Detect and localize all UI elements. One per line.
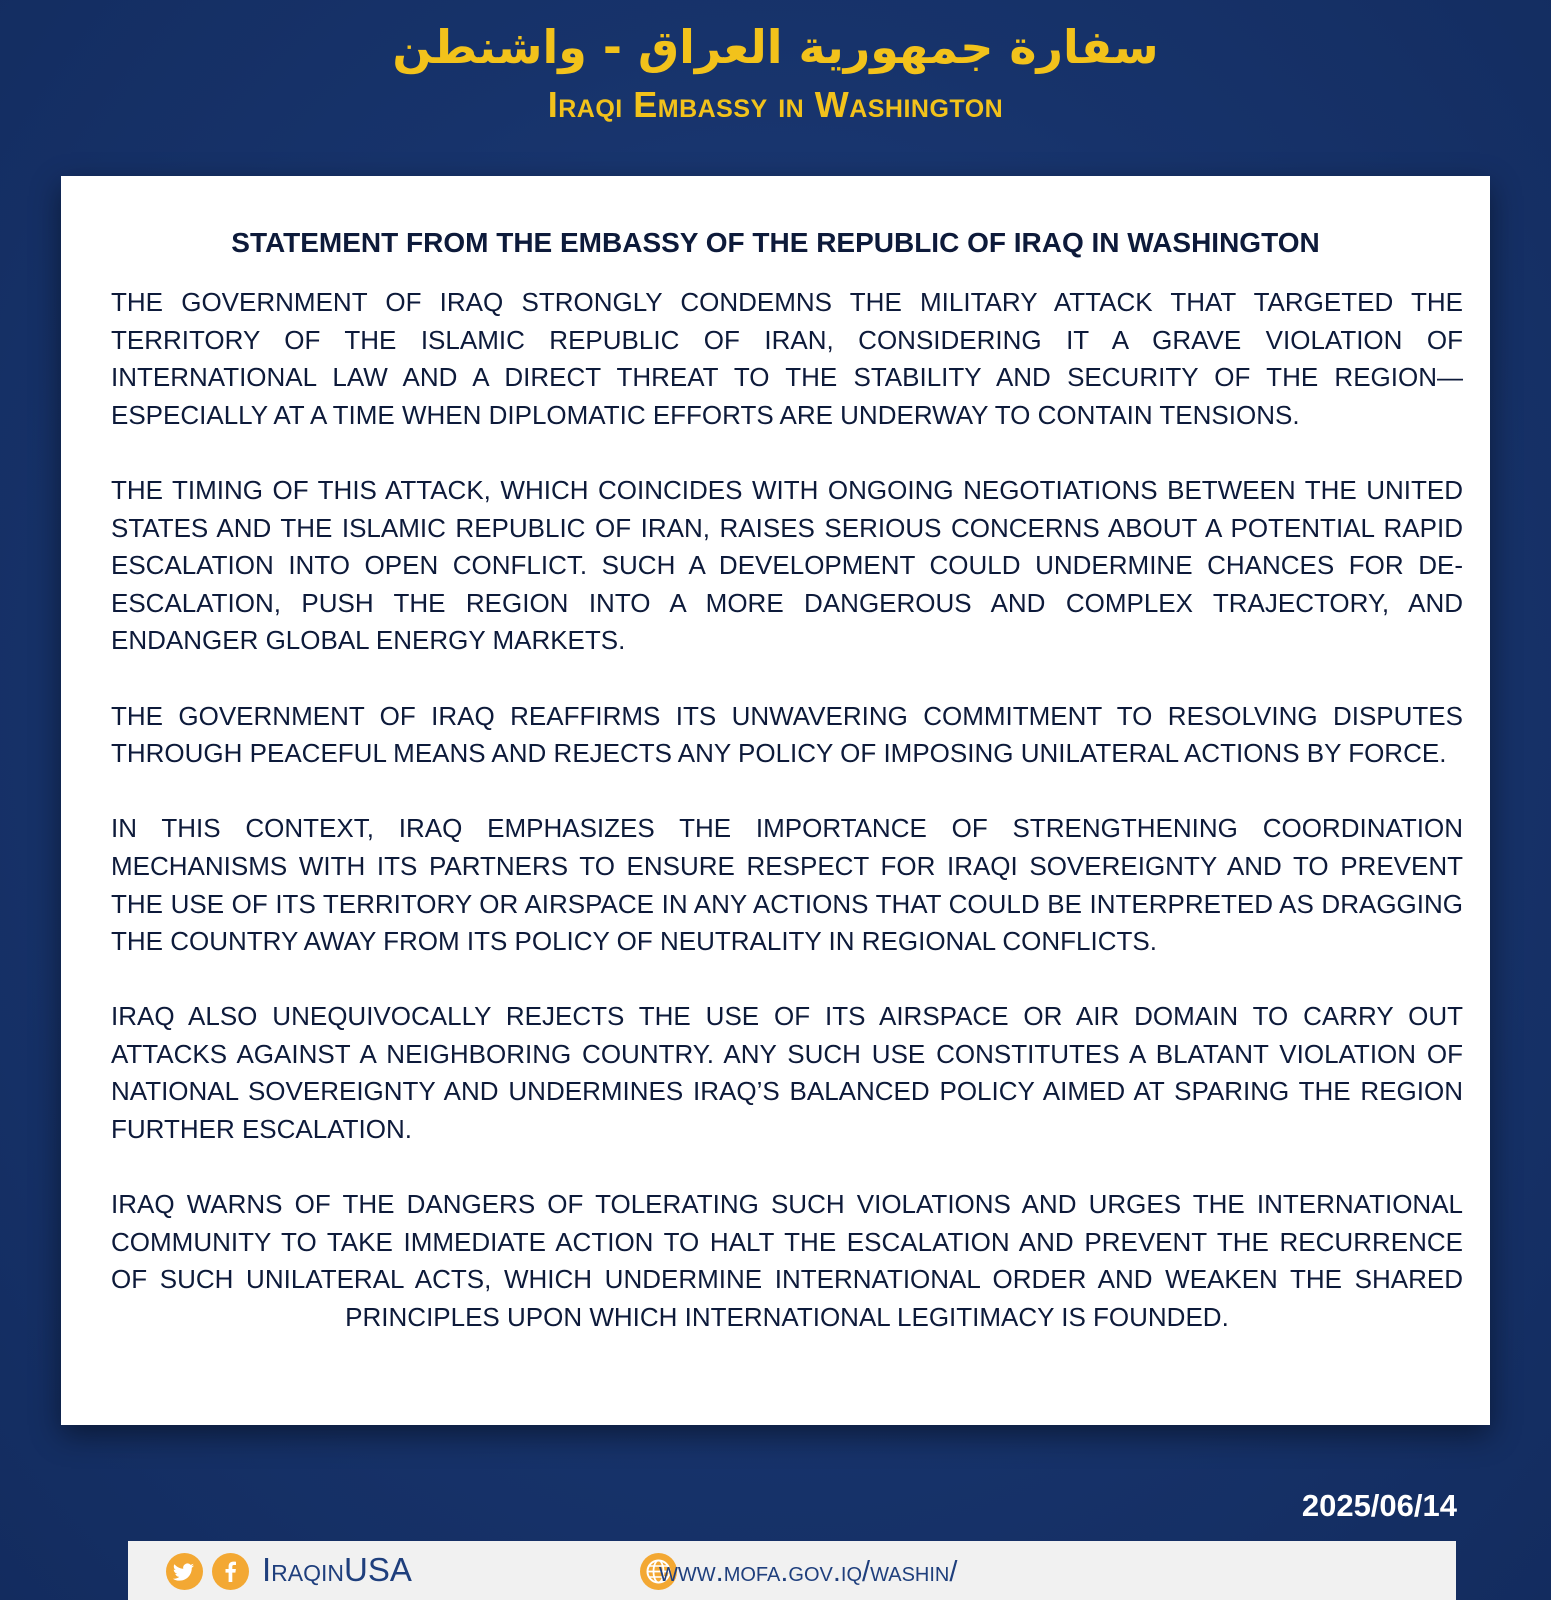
social-handle[interactable]: IraqinUSA xyxy=(262,1551,412,1588)
website-link[interactable]: www.mofa.gov.iq/washin/ xyxy=(659,1556,958,1588)
embassy-title-english: Iraqi Embassy in Washington xyxy=(547,84,1004,125)
statement-title: STATEMENT FROM THE EMBASSY OF THE REPUBLIC OF IRAQ IN WASHINGTON xyxy=(231,227,1320,258)
footer-bar xyxy=(128,1541,1456,1600)
statement-paragraph-3: THE GOVERNMENT OF IRAQ REAFFIRMS ITS UNWAVERING COMMITMENT TO RESOLVING DISPUTES THROUGH PEACEFUL MEANS AND REJECTS ANY POLICY OF IMPOSING UNILATERAL ACTIONS BY FORCE. xyxy=(111,700,1463,769)
statement-card xyxy=(61,176,1490,1425)
statement-body xyxy=(111,284,1463,1337)
statement-paragraph-6: IRAQ WARNS OF THE DANGERS OF TOLERATING SUCH VIOLATIONS AND URGES THE INTERNATIONAL COMMUNITY TO TAKE IMMEDIATE ACTION TO HALT THE ESCALATION AND PREVENT THE RECURRENCE OF SUCH UNILATERAL ACTS, WHICH UNDERMINE INTERNATIONAL ORDER AND WEAKEN THE SHARED PRINCIPLES UPON WHICH INTERNATIONAL LEGITIMACY IS FOUNDED. xyxy=(111,1189,1463,1333)
statement-paragraph-4: IN THIS CONTEXT, IRAQ EMPHASIZES THE IMPORTANCE OF STRENGTHENING COORDINATION MECHANISMS WITH ITS PARTNERS TO ENSURE RESPECT FOR IRAQI SOVEREIGNTY AND TO PREVENT THE USE OF ITS TERRITORY OR AIRSPACE IN ANY ACTIONS THAT COULD BE INTERPRETED AS DRAGGING THE COUNTRY AWAY FROM ITS POLICY OF NEUTRALITY IN REGIONAL CONFLICTS. xyxy=(111,813,1463,957)
statement-paragraph-2: THE TIMING OF THIS ATTACK, WHICH COINCIDES WITH ONGOING NEGOTIATIONS BETWEEN THE UNITED STATES AND THE ISLAMIC REPUBLIC OF IRAN, RAISES SERIOUS CONCERNS ABOUT A POTENTIAL RAPID ESCALATION INTO OPEN CONFLICT. SUCH A DEVELOPMENT COULD UNDERMINE CHANCES FOR DE-ESCALATION, PUSH THE REGION INTO A MORE DANGEROUS AND COMPLEX TRAJECTORY, AND ENDANGER GLOBAL ENERGY MARKETS. xyxy=(111,474,1463,656)
embassy-title-arabic: سفارة جمهورية العراق - واشنطن xyxy=(392,20,1159,74)
statement-paragraph-1: THE GOVERNMENT OF IRAQ STRONGLY CONDEMNS THE MILITARY ATTACK THAT TARGETED THE TERRITORY OF THE ISLAMIC REPUBLIC OF IRAN, CONSIDERING IT A GRAVE VIOLATION OF INTERNATIONAL LAW AND A DIRECT THREAT TO THE STABILITY AND SECURITY OF THE REGION—ESPECIALLY AT A TIME WHEN DIPLOMATIC EFFORTS ARE UNDERWAY TO CONTAIN TENSIONS. xyxy=(111,287,1463,430)
header xyxy=(0,14,1551,128)
statement-date: 2025/06/14 xyxy=(1301,1488,1457,1523)
twitter-icon[interactable] xyxy=(166,1553,203,1590)
statement-paragraph-5: IRAQ ALSO UNEQUIVOCALLY REJECTS THE USE OF ITS AIRSPACE OR AIR DOMAIN TO CARRY OUT ATTACKS AGAINST A NEIGHBORING COUNTRY. ANY SUCH USE CONSTITUTES A BLATANT VIOLATION OF NATIONAL SOVEREIGNTY AND UNDERMINES IRAQ’S BALANCED POLICY AIMED AT SPARING THE REGION FURTHER ESCALATION. xyxy=(111,1001,1463,1145)
facebook-icon[interactable] xyxy=(212,1553,249,1590)
